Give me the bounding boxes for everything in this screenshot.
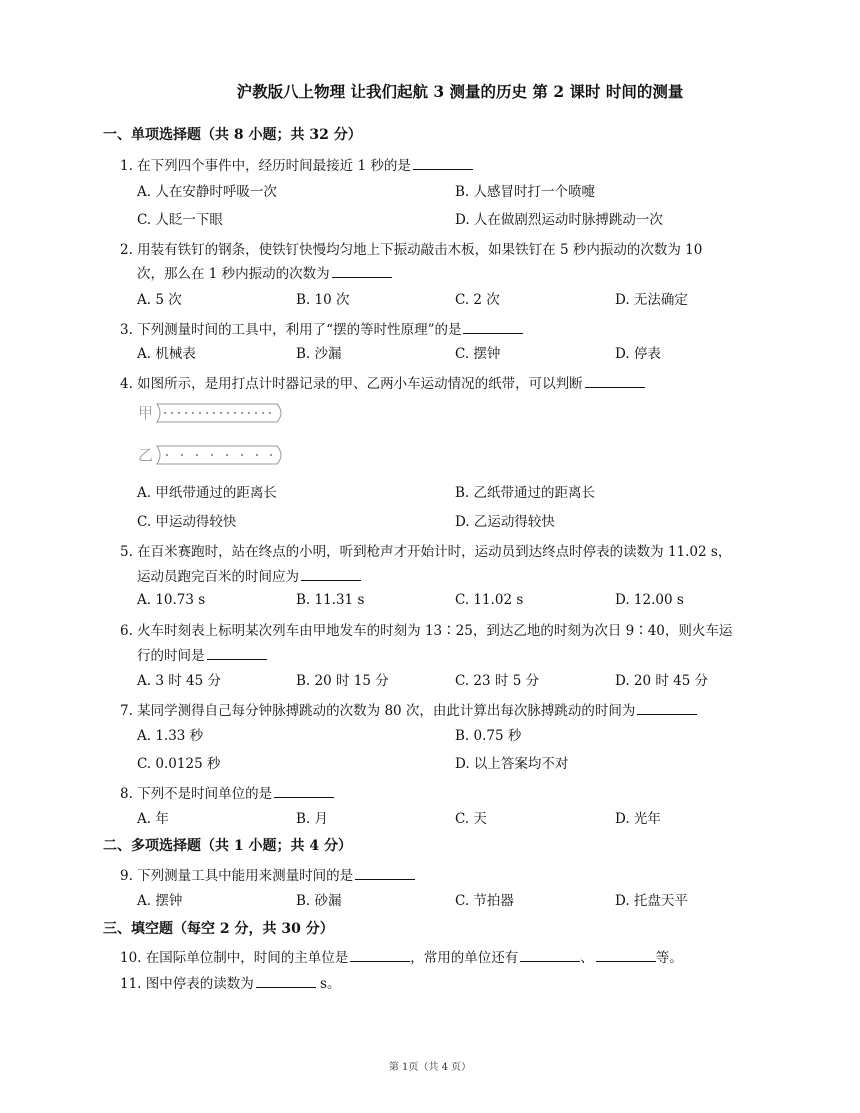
q4-option-b[interactable]: B. 乙纸带通过的距离长 <box>455 485 596 501</box>
tape-yi <box>155 443 287 467</box>
page-footer: 第 1页（共 4 页） <box>388 1062 472 1073</box>
q1-option-a[interactable]: A. 人在安静时呼吸一次 <box>137 184 277 200</box>
answer-blank <box>463 321 523 334</box>
q7-option-c[interactable]: C. 0.0125 秒 <box>137 756 221 772</box>
page-title: 沪教版八上物理 让我们起航 3 测量的历史 第 2 课时 时间的测量 <box>236 82 684 101</box>
q3-option-a[interactable]: A. 机械表 <box>137 346 196 362</box>
q5-option-a[interactable]: A. 10.73 s <box>137 592 206 608</box>
q9-option-a[interactable]: A. 摆钟 <box>137 893 183 909</box>
q5-option-d[interactable]: D. 12.00 s <box>615 592 684 608</box>
q9-option-d[interactable]: D. 托盘天平 <box>615 893 688 909</box>
q4-option-d[interactable]: D. 乙运动得较快 <box>455 514 555 530</box>
answer-blank-1 <box>350 949 410 962</box>
q5-option-b[interactable]: B. 11.31 s <box>296 592 365 608</box>
q8-option-b[interactable]: B. 月 <box>296 811 329 827</box>
answer-blank <box>585 375 645 388</box>
q7-option-a[interactable]: A. 1.33 秒 <box>137 728 204 744</box>
question-2-stem-line2: 次，那么在 1 秒内振动的次数为 <box>137 262 392 282</box>
tape-jia <box>155 401 287 425</box>
answer-blank-3 <box>596 949 656 962</box>
q3-option-b[interactable]: B. 沙漏 <box>296 346 342 362</box>
q6-option-c[interactable]: C. 23 时 5 分 <box>455 673 540 689</box>
q9-option-c[interactable]: C. 节拍器 <box>455 893 514 909</box>
q2-option-d[interactable]: D. 无法确定 <box>615 292 688 308</box>
q1-option-d[interactable]: D. 人在做剧烈运动时脉搏跳动一次 <box>455 212 663 228</box>
q1-option-b[interactable]: B. 人感冒时打一个喷嚏 <box>455 184 596 200</box>
q2-option-a[interactable]: A. 5 次 <box>137 292 182 308</box>
question-4-stem: 4. 如图所示，是用打点计时器记录的甲、乙两小车运动情况的纸带，可以判断 <box>120 372 645 392</box>
question-7-stem: 7. 某同学测得自己每分钟脉搏跳动的次数为 80 次，由此计算出每次脉搏跳动的时间为 <box>120 699 697 719</box>
question-6-stem-line1: 6. 火车时刻表上标明某次列车由甲地发车的时刻为 13∶25，到达乙地的时刻为次日 9∶40，则火车运 <box>120 623 733 639</box>
question-5-stem-line1: 5. 在百米赛跑时，站在终点的小明，听到枪声才开始计时，运动员到达终点时停表的读数为 11.02 s， <box>120 544 732 560</box>
question-11-stem: 11. 图中停表的读数为 s。 <box>120 976 341 992</box>
q2-option-c[interactable]: C. 2 次 <box>455 292 500 308</box>
question-8-stem: 8. 下列不是时间单位的是 <box>120 782 334 802</box>
answer-blank <box>332 265 392 278</box>
q6-option-a[interactable]: A. 3 时 45 分 <box>137 673 221 689</box>
q8-option-d[interactable]: D. 光年 <box>615 811 661 827</box>
section-heading-single-choice: 一、单项选择题（共 8 小题；共 32 分） <box>103 127 362 143</box>
answer-blank <box>274 785 334 798</box>
answer-blank <box>256 975 316 988</box>
q9-option-b[interactable]: B. 砂漏 <box>296 893 342 909</box>
q6-option-b[interactable]: B. 20 时 15 分 <box>296 673 389 689</box>
tape-label-jia: 甲 <box>138 404 154 422</box>
q6-option-d[interactable]: D. 20 时 45 分 <box>615 673 709 689</box>
section-heading-fill-in: 三、填空题（每空 2 分，共 30 分） <box>103 921 334 937</box>
answer-blank <box>637 702 697 715</box>
answer-blank <box>207 647 267 660</box>
question-3-stem: 3. 下列测量时间的工具中，利用了“摆的等时性原理”的是 <box>120 318 523 338</box>
q8-option-c[interactable]: C. 天 <box>455 811 487 827</box>
question-10-stem: 10. 在国际单位制中，时间的主单位是 ，常用的单位还有 、 等。 <box>120 950 683 966</box>
q3-option-c[interactable]: C. 摆钟 <box>455 346 501 362</box>
answer-blank <box>301 568 361 581</box>
q7-option-d[interactable]: D. 以上答案均不对 <box>455 756 569 772</box>
question-5-stem-line2: 运动员跑完百米的时间应为 <box>137 565 361 585</box>
q1-option-c[interactable]: C. 人眨一下眼 <box>137 212 223 228</box>
q8-option-a[interactable]: A. 年 <box>137 811 169 827</box>
section-heading-multiple-choice: 二、多项选择题（共 1 小题；共 4 分） <box>103 838 352 854</box>
question-6-stem-line2: 行的时间是 <box>137 644 267 664</box>
q4-option-a[interactable]: A. 甲纸带通过的距离长 <box>137 485 277 501</box>
q7-option-b[interactable]: B. 0.75 秒 <box>455 728 522 744</box>
question-1-stem: 1. 在下列四个事件中，经历时间最接近 1 秒的是 <box>120 154 473 174</box>
answer-blank <box>413 157 473 170</box>
answer-blank <box>355 867 415 880</box>
answer-blank-2 <box>520 949 580 962</box>
q5-option-c[interactable]: C. 11.02 s <box>455 592 524 608</box>
tape-label-yi: 乙 <box>138 446 154 464</box>
q4-option-c[interactable]: C. 甲运动得较快 <box>137 514 237 530</box>
question-9-stem: 9. 下列测量工具中能用来测量时间的是 <box>120 864 415 884</box>
q3-option-d[interactable]: D. 停表 <box>615 346 661 362</box>
q2-option-b[interactable]: B. 10 次 <box>296 292 350 308</box>
question-2-stem-line1: 2. 用装有铁钉的钢条，使铁钉快慢均匀地上下振动敲击木板，如果铁钉在 5 秒内振动的次数为 10 <box>120 242 703 258</box>
